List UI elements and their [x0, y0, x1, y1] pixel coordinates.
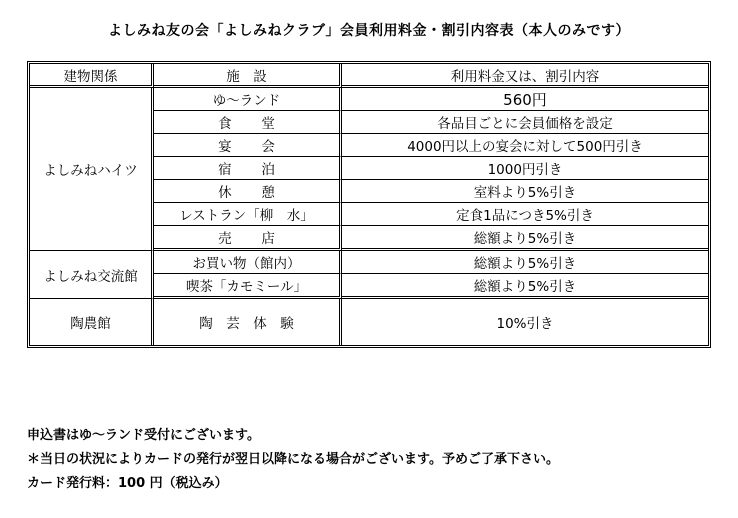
facility-cell: 喫茶「カモミール」	[154, 274, 342, 299]
facility-cell: 売店	[154, 226, 342, 251]
content-cell: 各品目ごとに会員価格を設定	[342, 111, 708, 134]
notes	[27, 424, 559, 496]
fee-table	[27, 61, 711, 348]
content-cell: 10%引き	[496, 316, 554, 332]
header-content: 利用料金又は、割引内容	[342, 64, 708, 88]
facility-cell: 休憩	[154, 180, 342, 203]
building-yoshimine-heights: よしみねハイツ	[30, 88, 154, 251]
building-yoshimine-kouryukan: よしみね交流館	[30, 251, 154, 299]
facility-cell: 宿泊	[154, 157, 342, 180]
header-building: 建物関係	[30, 64, 154, 88]
note-application: 申込書はゆ～ランド受付にございます。	[27, 428, 260, 443]
content-cell: 1000円引き	[342, 157, 708, 180]
facility-cell: ゆ～ランド	[154, 88, 342, 111]
content-cell: 定食1品につき5%引き	[342, 203, 708, 226]
facility-cell: お買い物（館内）	[154, 251, 342, 274]
content-cell: 総額より5%引き	[342, 226, 708, 251]
facility-cell: 食堂	[154, 111, 342, 134]
table-header-row	[30, 64, 708, 88]
page-title: よしみね友の会「よしみねクラブ」会員利用料金・割引内容表（本人のみです）	[108, 23, 630, 39]
facility-cell: レストラン「柳 水」	[154, 203, 342, 226]
table-row	[30, 299, 708, 345]
content-cell: 4000円以上の宴会に対して500円引き	[342, 134, 708, 157]
header-facility: 施 設	[154, 64, 342, 88]
note-card-issue: ＊当日の状況によりカードの発行が翌日以降になる場合がございます。予めご了承下さい。	[27, 452, 559, 467]
table-row	[30, 251, 708, 274]
content-cell: 560円	[342, 88, 708, 111]
facility-cell: 宴会	[154, 134, 342, 157]
table-row	[30, 88, 708, 111]
note-card-fee: カード発行料：100 円（税込み）	[27, 476, 228, 491]
content-cell: 総額より5%引き	[342, 274, 708, 299]
content-cell: 室料より5%引き	[342, 180, 708, 203]
building-tounoukan: 陶農館	[30, 299, 154, 345]
facility-cell: 陶芸体験	[154, 299, 342, 345]
content-cell: 総額より5%引き	[342, 251, 708, 274]
